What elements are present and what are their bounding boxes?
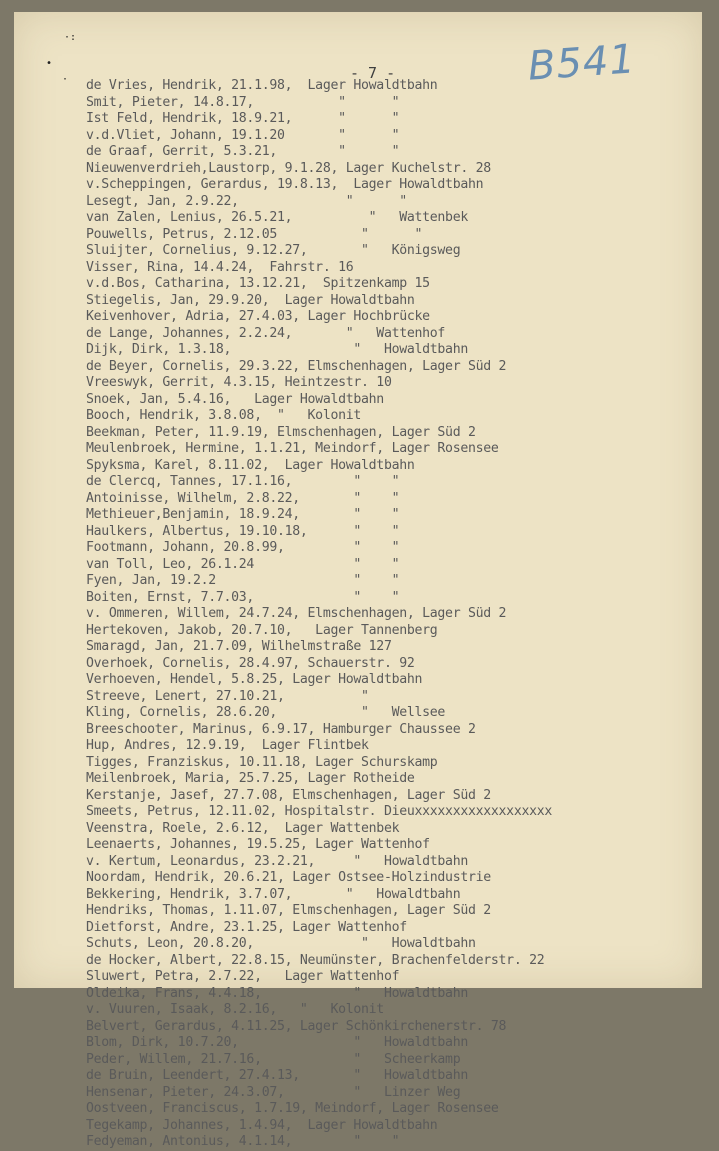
list-entry: Lesegt, Jan, 2.9.22, " " [86,193,407,209]
list-entry: Schuts, Leon, 20.8.20, " Howaldtbahn [86,936,476,951]
list-entry: de Vries, Hendrik, 21.1.98, Lager Howaldtbahn [86,78,438,93]
list-entry: de Bruin, Leendert, 27.4.13, " Howaldtbahn [86,1068,468,1083]
page-number: - 7 - [350,64,396,82]
list-entry: Streeve, Lenert, 27.10.21, " [86,688,369,704]
list-entry: Fedyeman, Antonius, 4.1.14, " " [86,1134,400,1149]
list-entry: Smit, Pieter, 14.8.17, " " [86,94,400,110]
list-entry: Beekman, Peter, 11.9.19, Elmschenhagen, Lager Süd 2 [86,424,476,440]
ink-speck: ·: [64,32,77,43]
list-entry: v.d.Vliet, Johann, 19.1.20 " " [86,127,400,143]
list-entry: Nieuwenverdrieh,Laustorp, 9.1.28, Lager Kuchelstr. 28 [86,160,491,176]
list-entry: Meulenbroek, Hermine, 1.1.21, Meindorf, Lager Rosensee [86,441,499,456]
list-entry: Verhoeven, Hendel, 5.8.25, Lager Howaldtbahn [86,672,423,687]
list-entry: Boiten, Ernst, 7.7.03, " " [86,589,400,605]
document-page [14,12,702,1149]
list-entry: v. Vuuren, Isaak, 8.2.16, " Kolonit [86,1002,384,1017]
list-entry: Hup, Andres, 12.9.19, Lager Flintbek [86,738,369,753]
list-entry: Peder, Willem, 21.7.16, " Scheerkamp [86,1051,461,1067]
list-entry: Hensenar, Pieter, 24.3.07, " Linzer Weg [86,1084,461,1100]
ink-speck: • [46,58,53,69]
list-entry: de Beyer, Cornelis, 29.3.22, Elmschenhagen, Lager Süd 2 [86,358,507,374]
list-entry: v.Scheppingen, Gerardus, 19.8.13, Lager Howaldtbahn [86,177,484,192]
list-entry: Haulkers, Albertus, 19.10.18, " " [86,523,400,539]
list-entry: Kling, Cornelis, 28.6.20, " Wellsee [86,705,446,720]
list-entry: Noordam, Hendrik, 20.6.21, Lager Ostsee-Holzindustrie [86,870,491,885]
list-entry: Booch, Hendrik, 3.8.08, " Kolonit [86,408,362,423]
list-entry: Belvert, Gerardus, 4.11.25, Lager Schönkirchenerstr. 78 [86,1018,507,1034]
list-entry: Fyen, Jan, 19.2.2 " " [86,573,400,588]
list-entry: Keivenhover, Adria, 27.4.03, Lager Hochbrücke [86,309,430,324]
list-entry: Antoinisse, Wilhelm, 2.8.22, " " [86,490,400,506]
list-entry: Stiegelis, Jan, 29.9.20, Lager Howaldtbahn [86,292,415,308]
list-entry: de Graaf, Gerrit, 5.3.21, " " [86,144,400,159]
list-entry: de Clercq, Tannes, 17.1.16, " " [86,474,400,489]
list-entry: Overhoek, Cornelis, 28.4.97, Schauerstr. 92 [86,655,415,671]
list-entry: Oldeika, Frans, 4.4.18, " Howaldtbahn [86,985,468,1001]
list-entry: v.d.Bos, Catharina, 13.12.21, Spitzenkamp 15 [86,276,430,291]
list-entry: Kerstanje, Jasef, 27.7.08, Elmschenhagen, Lager Süd 2 [86,787,491,803]
list-entry: Smaragd, Jan, 21.7.09, Wilhelmstraße 127 [86,639,392,654]
list-entry: de Lange, Johannes, 2.2.24, " Wattenhof [86,325,446,341]
list-entry: Hendriks, Thomas, 1.11.07, Elmschenhagen, Lager Süd 2 [86,903,491,918]
list-entry: Dijk, Dirk, 1.3.18, " Howaldtbahn [86,342,468,357]
list-entry: Sluwert, Petra, 2.7.22, Lager Wattenhof [86,969,400,984]
list-entry: Spyksma, Karel, 8.11.02, Lager Howaldtbahn [86,457,415,473]
list-entry: Oostveen, Franciscus, 1.7.19, Meindorf, Lager Rosensee [86,1101,499,1116]
list-entry: Bekkering, Hendrik, 3.7.07, " Howaldtbahn [86,886,461,902]
list-entry: Vreeswyk, Gerrit, 4.3.15, Heintzestr. 10 [86,375,392,390]
list-entry: Footmann, Johann, 20.8.99, " " [86,540,400,555]
list-entry: de Hocker, Albert, 22.8.15, Neumünster, Brachenfelderstr. 22 [86,952,545,968]
list-entry: van Zalen, Lenius, 26.5.21, " Wattenbek [86,210,468,225]
name-list [86,78,552,1151]
list-entry: Sluijter, Cornelius, 9.12.27, " Königsweg [86,243,461,258]
list-entry: Tigges, Franziskus, 10.11.18, Lager Schurskamp [86,754,438,770]
list-entry: Hertekoven, Jakob, 20.7.10, Lager Tannenberg [86,622,438,638]
list-entry: Leenaerts, Johannes, 19.5.25, Lager Wattenhof [86,837,430,852]
list-entry: Snoek, Jan, 5.4.16, Lager Howaldtbahn [86,391,384,407]
list-entry: van Toll, Leo, 26.1.24 " " [86,556,400,572]
list-entry: Breeschooter, Marinus, 6.9.17, Hamburger Chaussee 2 [86,721,476,737]
list-entry: Visser, Rina, 14.4.24, Fahrstr. 16 [86,259,354,275]
list-entry: v. Ommeren, Willem, 24.7.24, Elmschenhagen, Lager Süd 2 [86,606,507,621]
list-entry: Tegekamp, Johannes, 1.4.94, Lager Howaldtbahn [86,1117,438,1133]
list-entry: Pouwells, Petrus, 2.12.05 " " [86,226,423,242]
list-entry: v. Kertum, Leonardus, 23.2.21, " Howaldtbahn [86,853,468,869]
list-entry: Veenstra, Roele, 2.6.12, Lager Wattenbek [86,820,400,836]
list-entry: Dietforst, Andre, 23.1.25, Lager Wattenhof [86,919,407,935]
list-entry: Methieuer,Benjamin, 18.9.24, " " [86,507,400,522]
archive-stamp: B541 [526,36,638,90]
list-entry: Smeets, Petrus, 12.11.02, Hospitalstr. Dieuxxxxxxxxxxxxxxxxxx [86,804,553,819]
ink-speck: · [62,74,69,85]
list-entry: Blom, Dirk, 10.7.20, " Howaldtbahn [86,1035,468,1050]
list-entry: Meilenbroek, Maria, 25.7.25, Lager Rotheide [86,771,415,786]
list-entry: Ist Feld, Hendrik, 18.9.21, " " [86,111,400,126]
